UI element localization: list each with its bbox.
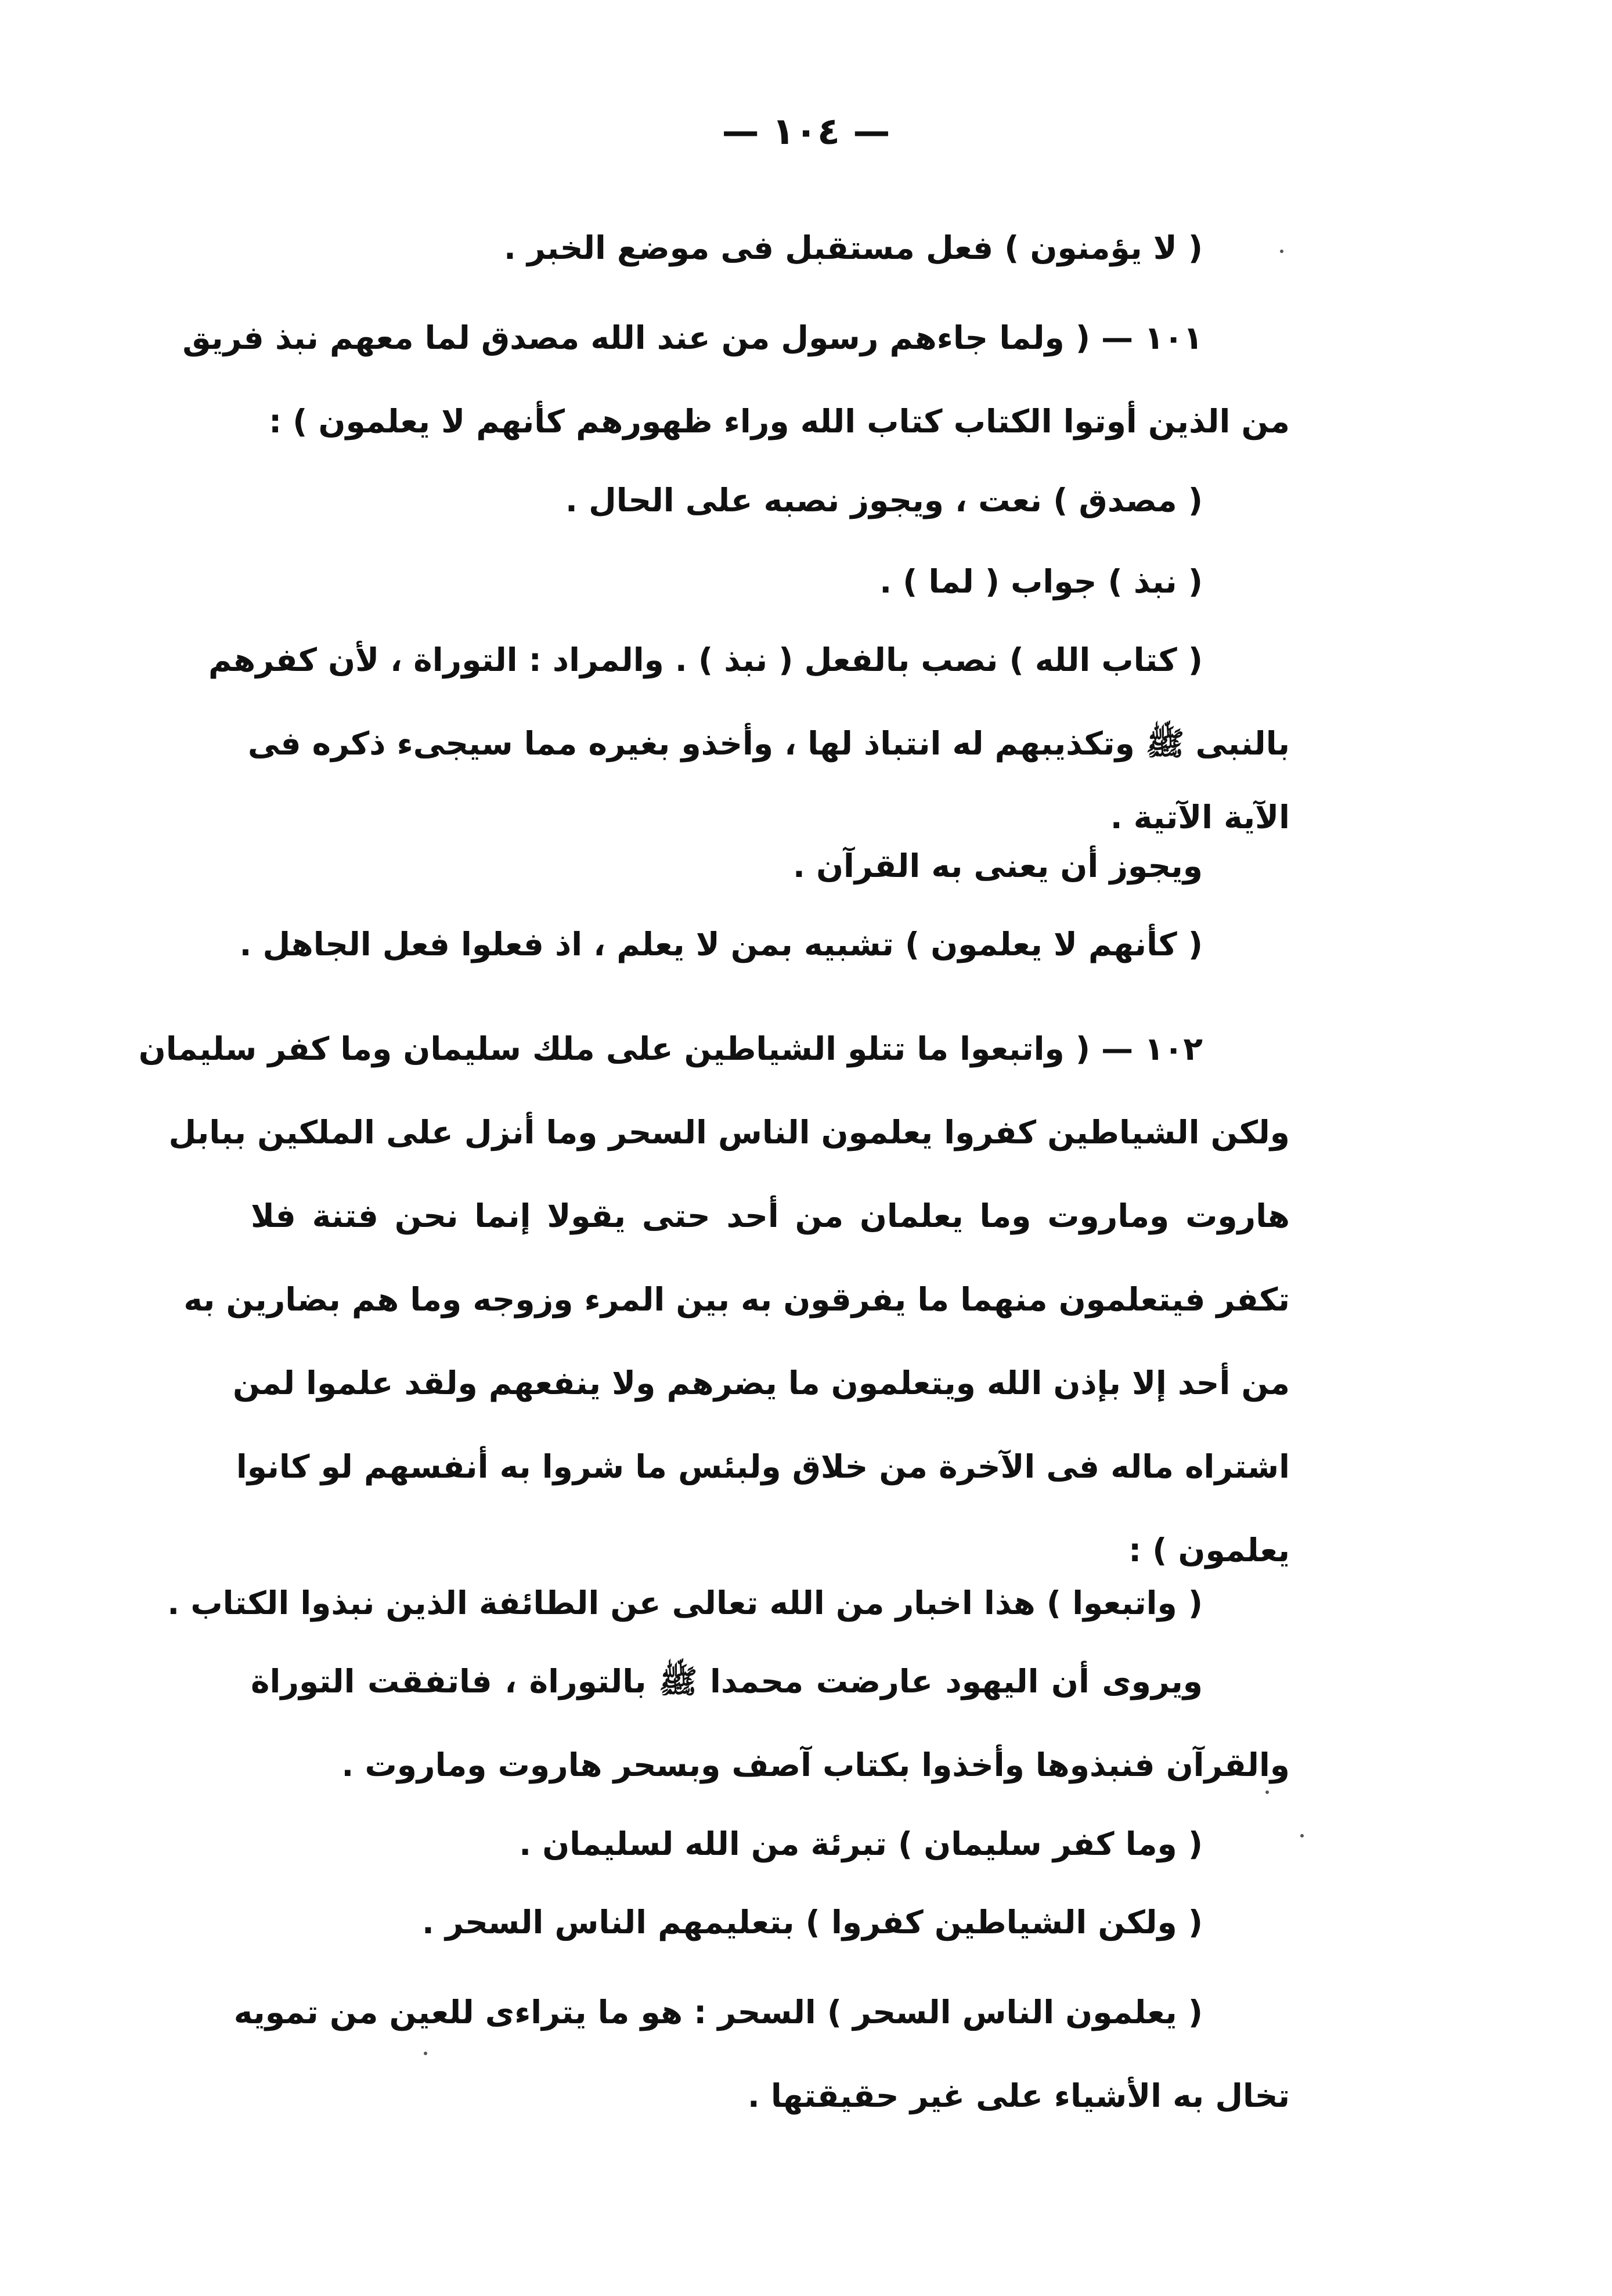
text-line: ( لا يؤمنون ) فعل مستقبل فى موضع الخبر . (504, 229, 1203, 266)
paragraph-10 (251, 1640, 1290, 1807)
text-line: الآية الآتية . (1110, 799, 1290, 836)
scan-speck (424, 2052, 427, 2055)
paragraph-9 (167, 1561, 1290, 1645)
paragraph-13 (233, 1970, 1290, 2138)
text-line: ( نبذ ) جواب ( لما ) . (879, 563, 1203, 600)
text-line: ( مصدق ) نعت ، ويجوز نصبه على الحال . (565, 482, 1203, 519)
text-line: تخال به الأشياء على غير حقيقتها . (747, 2077, 1290, 2114)
text-line: اشتراه ماله فى الآخرة من خلاق ولبئس ما شروا به أنفسهم لو كانوا (236, 1448, 1290, 1485)
paragraph-12 (251, 1880, 1290, 1964)
text-line: ١٠٢ — ( واتبعوا ما تتلو الشياطين على ملك سليمان وما كفر سليمان (138, 1030, 1203, 1067)
paragraph-3 (251, 459, 1290, 542)
text-line: ويروى أن اليهود عارضت محمدا ﷺ بالتوراة ، فاتفقت التوراة (251, 1663, 1203, 1700)
text-line: ولكن الشياطين كفروا يعلمون الناس السحر وما أنزل على الملكين ببابل (168, 1114, 1290, 1151)
text-line: من الذين أوتوا الكتاب كتاب الله وراء ظهورهم كأنهم لا يعلمون ) : (269, 403, 1290, 440)
paragraph-verse-101 (182, 296, 1290, 463)
text-line: ( يعلمون الناس السحر ) السحر : هو ما يتراءى للعين من تمويه (233, 1994, 1203, 2031)
text-line: ١٠١ — ( ولما جاءهم رسول من عند الله مصدق لما معهم نبذ فريق (182, 319, 1203, 356)
text-line: تكفر فيتعلمون منهما ما يفرقون به بين المرء وزوجه وما هم بضارين به (183, 1281, 1290, 1318)
paragraph-1 (251, 206, 1290, 290)
text-line: والقرآن فنبذوها وأخذوا بكتاب آصف وبسحر هاروت وماروت . (341, 1746, 1290, 1784)
text-line: من أحد إلا بإذن الله ويتعلمون ما يضرهم ولا ينفعهم ولقد علموا لمن (232, 1364, 1290, 1402)
paragraph-verse-102 (138, 1007, 1290, 1592)
text-line: هاروت وماروت وما يعلمان من أحد حتى يقولا إنما نحن فتنة فلا (251, 1197, 1290, 1234)
text-line: ( كتاب الله ) نصب بالفعل ( نبذ ) . والمراد : التوراة ، لأن كفرهم (208, 641, 1203, 678)
text-line: ويجوز أن يعنى به القرآن . (793, 847, 1203, 885)
text-line: يعلمون ) : (1128, 1532, 1290, 1569)
page-number: — ١٠٤ — (722, 110, 890, 153)
scan-speck (1280, 250, 1283, 253)
paragraph-6 (251, 824, 1290, 908)
text-line: ( ولكن الشياطين كفروا ) بتعليمهم الناس السحر . (421, 1904, 1203, 1941)
paragraph-4 (251, 540, 1290, 623)
text-line: ( وما كفر سليمان ) تبرئة من الله لسليمان . (519, 1825, 1203, 1862)
text-line: ( واتبعوا ) هذا اخبار من الله تعالى عن الطائفة الذين نبذوا الكتاب . (167, 1584, 1203, 1622)
paragraph-11 (251, 1802, 1290, 1886)
paragraph-5 (208, 618, 1290, 849)
scan-speck (1265, 1790, 1269, 1794)
text-line: بالنبى ﷺ وتكذيبهم له انتباذ لها ، وأخذو بغيره مما سيجىء ذكره فى (247, 725, 1290, 762)
scan-speck (1300, 1834, 1304, 1837)
paragraph-7 (239, 902, 1290, 986)
text-line: ( كأنهم لا يعلمون ) تشبيه بمن لا يعلم ، اذ فعلوا فعل الجاهل . (239, 926, 1203, 963)
